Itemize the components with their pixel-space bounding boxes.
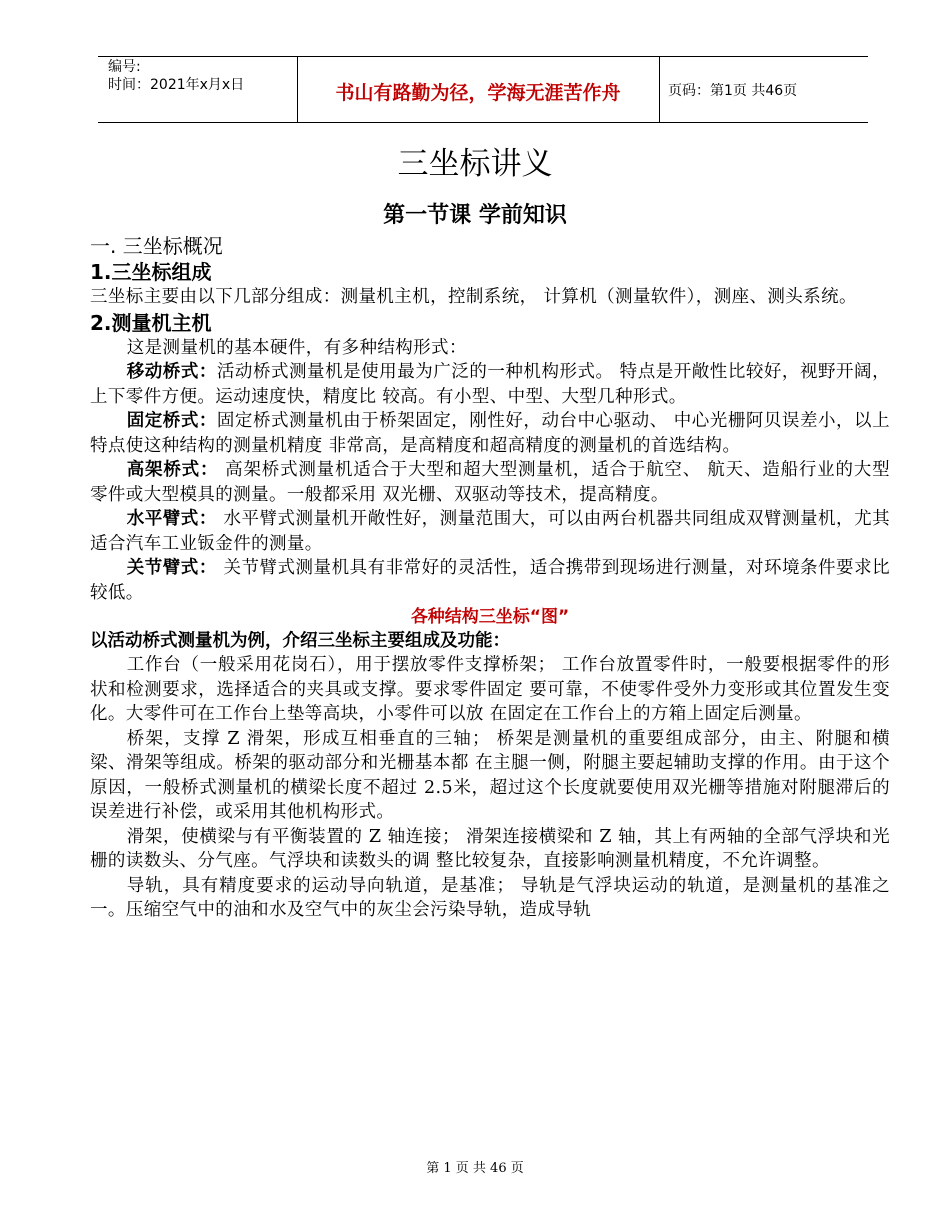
structure-type-term: 水平臂式: [126, 509, 199, 529]
document-title: 三坐标讲义: [397, 146, 553, 182]
subsection-heading-composition: 1.三坐标组成: [90, 260, 212, 284]
structure-type-text: 固定桥式测量机由于桥架固定，刚性好，动台中心驱动、 中心光栅阿贝误差小，以上特点使这种结构的测量机精度 非常高，是高精度和超高精度的测量机的首选结构。: [90, 411, 890, 456]
structure-type-term: 固定桥式: [126, 411, 199, 431]
header-motto: 书山有路勤为径，学海无涯苦作舟: [335, 82, 621, 104]
component-paragraph: 导轨，具有精度要求的运动导向轨道，是基准； 导轨是气浮块运动的轨道，是测量机的基准之一。压缩空气中的油和水及空气中的灰尘会污染导轨，造成导轨: [90, 875, 890, 920]
structure-type-text: 关节臂式测量机具有非常好的灵活性，适合携带到现场进行测量，对环境条件要求比较低。: [90, 558, 890, 603]
structure-type-term: 关节臂式: [126, 558, 199, 578]
document-time-label: 时间：2021年x月x日: [108, 77, 245, 93]
main-unit-intro: 这是测量机的基本硬件，有多种结构形式：: [126, 337, 467, 358]
structure-type-term: 高架桥式: [126, 460, 200, 480]
components-heading: 以活动桥式测量机为例，介绍三坐标主要组成及功能：: [90, 631, 510, 651]
document-body: [90, 233, 890, 923]
structure-type-paragraph: 移动桥式：活动桥式测量机是使用最为广泛的一种机构形式。 特点是开敞性比较好，视野开阔，上下零件方便。运动速度快，精度比 较高。有小型、中型、大型几种形式。: [90, 362, 890, 407]
page-footer: 第 1 页 共 46 页: [426, 1161, 524, 1176]
header-meta: [108, 58, 244, 94]
structure-type-text: 活动桥式测量机是使用最为广泛的一种机构形式。 特点是开敞性比较好，视野开阔，上下零件方便。运动速度快，精度比 较高。有小型、中型、大型几种形式。: [90, 362, 890, 407]
header-divider-left: [297, 56, 298, 122]
header-page-info: 页码：第1页 共46页: [668, 83, 798, 99]
header-bottom-rule: [98, 122, 868, 123]
figure-caption: 各种结构三坐标“图”: [410, 607, 570, 627]
document-number-label: 编号:: [108, 59, 141, 75]
structure-type-paragraph: 固定桥式：固定桥式测量机由于桥架固定，刚性好，动台中心驱动、 中心光栅阿贝误差小，以上特点使这种结构的测量机精度 非常高，是高精度和超高精度的测量机的首选结构。: [90, 411, 890, 456]
header-top-rule: [98, 56, 868, 57]
structure-type-paragraph: 关节臂式： 关节臂式测量机具有非常好的灵活性，适合携带到现场进行测量，对环境条件要求比较低。: [90, 558, 890, 603]
lesson-title: 第一节课 学前知识: [383, 203, 567, 228]
structure-type-term: 移动桥式: [126, 362, 199, 382]
component-paragraph: 桥架，支撑 Z 滑架，形成互相垂直的三轴； 桥架是测量机的重要组成部分，由主、附腿和横梁、滑架等组成。桥架的驱动部分和光栅基本都 在主腿一侧，附腿主要起辅助支撑的作用。由于这个原因，一般桥式测量机的横梁长度不超过 2.5米，超过这个长度就要使用双光栅等措施对附腿滞后的误差进行补偿，或采用其他机构形式。: [90, 728, 890, 822]
structure-type-text: 高架桥式测量机适合于大型和超大型测量机，适合于航空、 航天、造船行业的大型零件或大型模具的测量。一般都采用 双光栅、双驱动等技术，提高精度。: [90, 460, 890, 505]
section-heading: 一. 三坐标概况: [90, 234, 223, 258]
header-divider-right: [659, 56, 660, 122]
structure-type-text: 水平臂式测量机开敞性好，测量范围大，可以由两台机器共同组成双臂测量机，尤其适合汽车工业钣金件的测量。: [90, 509, 890, 554]
structure-type-paragraph: 高架桥式： 高架桥式测量机适合于大型和超大型测量机，适合于航空、 航天、造船行业的大型零件或大型模具的测量。一般都采用 双光栅、双驱动等技术，提高精度。: [90, 460, 890, 505]
component-paragraph: 滑架，使横梁与有平衡装置的 Z 轴连接； 滑架连接横梁和 Z 轴，其上有两轴的全部气浮块和光栅的读数头、分气座。气浮块和读数头的调 整比较复杂，直接影响测量机精度，不允许调整。: [90, 826, 890, 871]
subsection-heading-main-unit: 2.测量机主机: [90, 310, 212, 335]
component-paragraph: 工作台（一般采用花岗石），用于摆放零件支撑桥架； 工作台放置零件时，一般要根据零件的形状和检测要求，选择适合的夹具或支撑。要求零件固定 要可靠，不使零件受外力变形或其位置发生变化。大零件可在工作台上垫等高块，小零件可以放 在固定在工作台上的方箱上固定后测量。: [90, 655, 890, 724]
structure-type-paragraph: 水平臂式： 水平臂式测量机开敞性好，测量范围大，可以由两台机器共同组成双臂测量机，尤其适合汽车工业钣金件的测量。: [90, 509, 890, 554]
composition-paragraph: 三坐标主要由以下几部分组成：测量机主机，控制系统， 计算机（测量软件），测座、测头系统。: [90, 287, 857, 307]
